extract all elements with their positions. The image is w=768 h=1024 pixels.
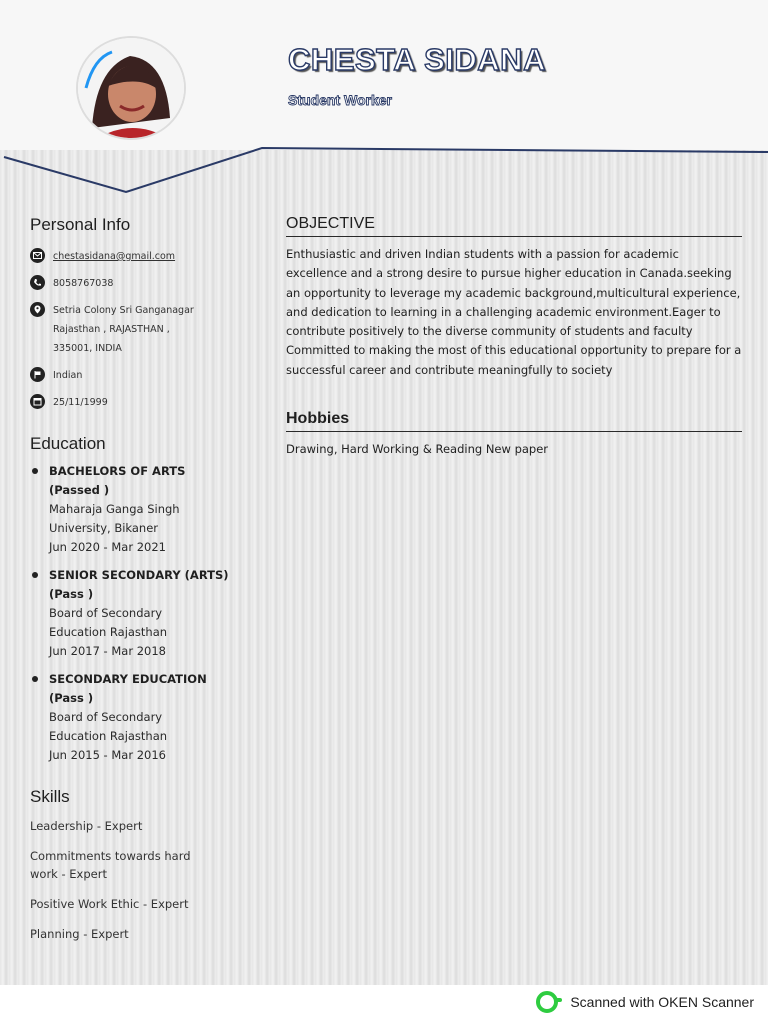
skills-heading: Skills xyxy=(30,787,70,806)
skill-item: Commitments towards hard work - Expert xyxy=(30,849,191,881)
edu-period: Jun 2020 - Mar 2021 xyxy=(49,540,166,554)
edu-status: (Pass ) xyxy=(49,691,94,705)
address-line: Rajasthan , RAJASTHAN , xyxy=(53,324,170,335)
header-divider xyxy=(0,140,768,200)
location-icon xyxy=(30,302,45,317)
hobbies-text: Drawing, Hard Working & Reading New paper xyxy=(286,442,549,457)
date-of-birth: 25/11/1999 xyxy=(53,397,108,408)
nationality: Indian xyxy=(53,370,83,381)
education-item xyxy=(30,462,260,557)
hobbies-heading: Hobbies xyxy=(286,410,742,432)
edu-status: (Passed ) xyxy=(49,483,110,497)
personal-info-heading: Personal Info xyxy=(30,215,131,234)
edu-institution: Board of Secondary Education Rajasthan xyxy=(49,710,168,743)
calendar-icon xyxy=(30,394,45,409)
address-line: Setria Colony Sri Ganganagar xyxy=(53,305,194,316)
main-content xyxy=(286,215,742,459)
edu-period: Jun 2015 - Mar 2016 xyxy=(49,748,166,762)
education-item xyxy=(30,566,260,661)
profile-photo-icon xyxy=(78,38,184,138)
edu-status: (Pass ) xyxy=(49,587,94,601)
phone-row xyxy=(30,274,260,293)
edu-degree: SECONDARY EDUCATION xyxy=(49,672,207,686)
skills-list xyxy=(30,817,260,943)
flag-icon xyxy=(30,367,45,382)
education-list xyxy=(30,462,260,765)
edu-institution: Maharaja Ganga Singh University, Bikaner xyxy=(49,502,180,535)
phone-icon xyxy=(30,275,45,290)
address-line: 335001, INDIA xyxy=(53,343,122,354)
personal-info-list xyxy=(30,247,260,412)
dob-row xyxy=(30,393,260,412)
education-heading: Education xyxy=(30,434,106,453)
avatar xyxy=(78,38,184,138)
edu-degree: SENIOR SECONDARY (ARTS) xyxy=(49,568,229,582)
objective-heading: OBJECTIVE xyxy=(286,215,742,237)
address-row xyxy=(30,301,260,358)
sidebar xyxy=(30,215,260,955)
scanner-watermark xyxy=(536,991,754,1013)
skill-item: Leadership - Expert xyxy=(30,819,143,833)
phone-number: 8058767038 xyxy=(53,278,114,289)
scanner-text: Scanned with OKEN Scanner xyxy=(570,994,754,1010)
address-block xyxy=(53,301,221,358)
scanner-logo-icon xyxy=(536,991,558,1013)
edu-period: Jun 2017 - Mar 2018 xyxy=(49,644,166,658)
nationality-row xyxy=(30,366,260,385)
objective-text: Enthusiastic and driven Indian students with a passion for academic excellence and a strong desire to pursue higher education in Canada.seeking an opportunity to leverage my academic background,multicultural experience, and dedication to learning in a challenging academic environment.Eager to contribute positively to the diverse community of students and faculty Committed to making the most of this educational opportunity to prepare for a successful career and contribute meaningfully to society xyxy=(286,247,742,377)
email-icon xyxy=(30,248,45,263)
candidate-role: Student Worker xyxy=(288,92,392,108)
education-item xyxy=(30,670,260,765)
candidate-name: CHESTA SIDANA xyxy=(288,42,546,77)
edu-institution: Board of Secondary Education Rajasthan xyxy=(49,606,168,639)
email-row xyxy=(30,247,260,266)
email-link[interactable]: chestasidana@gmail.com xyxy=(53,251,176,262)
skill-item: Planning - Expert xyxy=(30,927,129,941)
edu-degree: BACHELORS OF ARTS xyxy=(49,464,186,478)
skill-item: Positive Work Ethic - Expert xyxy=(30,897,189,911)
